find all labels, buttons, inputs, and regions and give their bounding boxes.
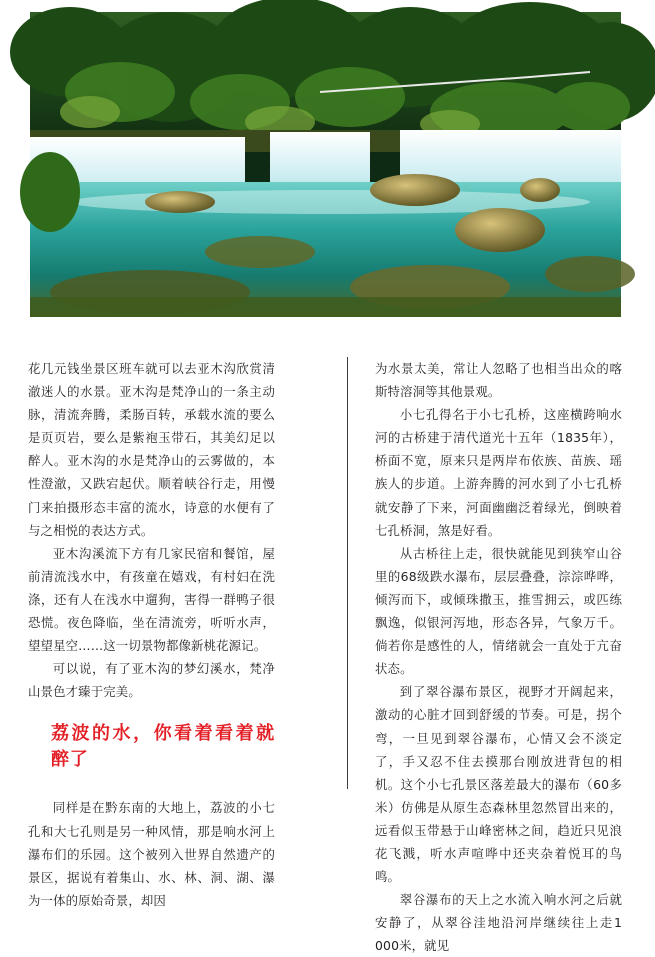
waterfall-photo	[30, 12, 621, 317]
left-paragraph-2: 亚木沟溪流下方有几家民宿和餐馆，屋前清流浅水中，有孩童在嬉戏，有村妇在洗涤，还有人在浅水中遛狗，害得一群鸭子很恐慌。夜色降临，坐在清流旁，听听水声，望望星空……这一切景物都像新桃花源记。	[28, 545, 275, 654]
right-paragraph-2: 小七孔得名于小七孔桥，这座横跨响水河的古桥建于清代道光十五年（1835年），桥面不宽，原来只是两岸布依族、苗族、瑶族人的步道。上游奔腾的河水到了小七孔桥就安静了下来，河面幽幽泛着绿光，倒映着七孔桥洞，煞是好看。	[375, 407, 622, 538]
left-paragraph-3: 可以说，有了亚木沟的梦幻溪水，梵净山景色才臻于完美。	[28, 661, 275, 700]
right-paragraph-4: 到了翠谷瀑布景区，视野才开阔起来，激动的心脏才回到舒缓的节奏。可是，拐个弯，一旦见到翠谷瀑布，心情又会不淡定了，手又忍不住去摸那台刚放进背包的相机。这个小七孔景区落差最大的瀑布（60多米）仿佛是从原生态森林里忽然冒出来的，远看似玉带悬于山峰密林之间，趋近只见浪花飞溅，听水声喧哗中还夹杂着悦耳的鸟鸣。	[375, 684, 622, 885]
right-paragraph-3: 从古桥往上走，很快就能见到狭窄山谷里的68级跌水瀑布，层层叠叠，淙淙哗哗，倾泻而下，或倾珠撒玉，推雪拥云，或匹练飘逸，似银河泻地，形态各异，气象万千。倘若你是感性的人，情绪就会一直处于亢奋状态。	[375, 545, 622, 677]
right-column	[375, 357, 622, 957]
left-column	[28, 357, 275, 912]
column-divider	[347, 357, 348, 789]
waterfall-landscape-photo	[30, 12, 621, 317]
left-paragraph-4: 同样是在黔东南的大地上，荔波的小七孔和大七孔则是另一种风情，那是响水河上瀑布们的乐园。这个被列入世界自然遗产的景区，据说有着集山、水、林、洞、湖、瀑为一体的原始奇景，却因	[28, 800, 275, 908]
right-paragraph-1: 为水景太美，常让人忽略了也相当出众的喀斯特溶洞等其他景观。	[375, 361, 622, 400]
section-subheading: 荔波的水，你看着看着就醉了	[51, 723, 275, 771]
right-paragraph-5: 翠谷瀑布的天上之水流入响水河之后就安静了，从翠谷洼地沿河岸继续往上走1 000米，就见	[375, 892, 622, 954]
left-paragraph-1: 花几元钱坐景区班车就可以去亚木沟欣赏清澈迷人的水景。亚木沟是梵净山的一条主动脉，清流奔腾，柔肠百转，承载水流的要么是页页岩，要么是紫袍玉带石，其美幻足以醉人。亚木沟的水是梵净山的云雾做的，本性澄澈，又跌宕起伏。顺着峡谷行走，用慢门来拍摄形态丰富的流水，诗意的水便有了与之相悦的表达方式。	[28, 361, 275, 538]
